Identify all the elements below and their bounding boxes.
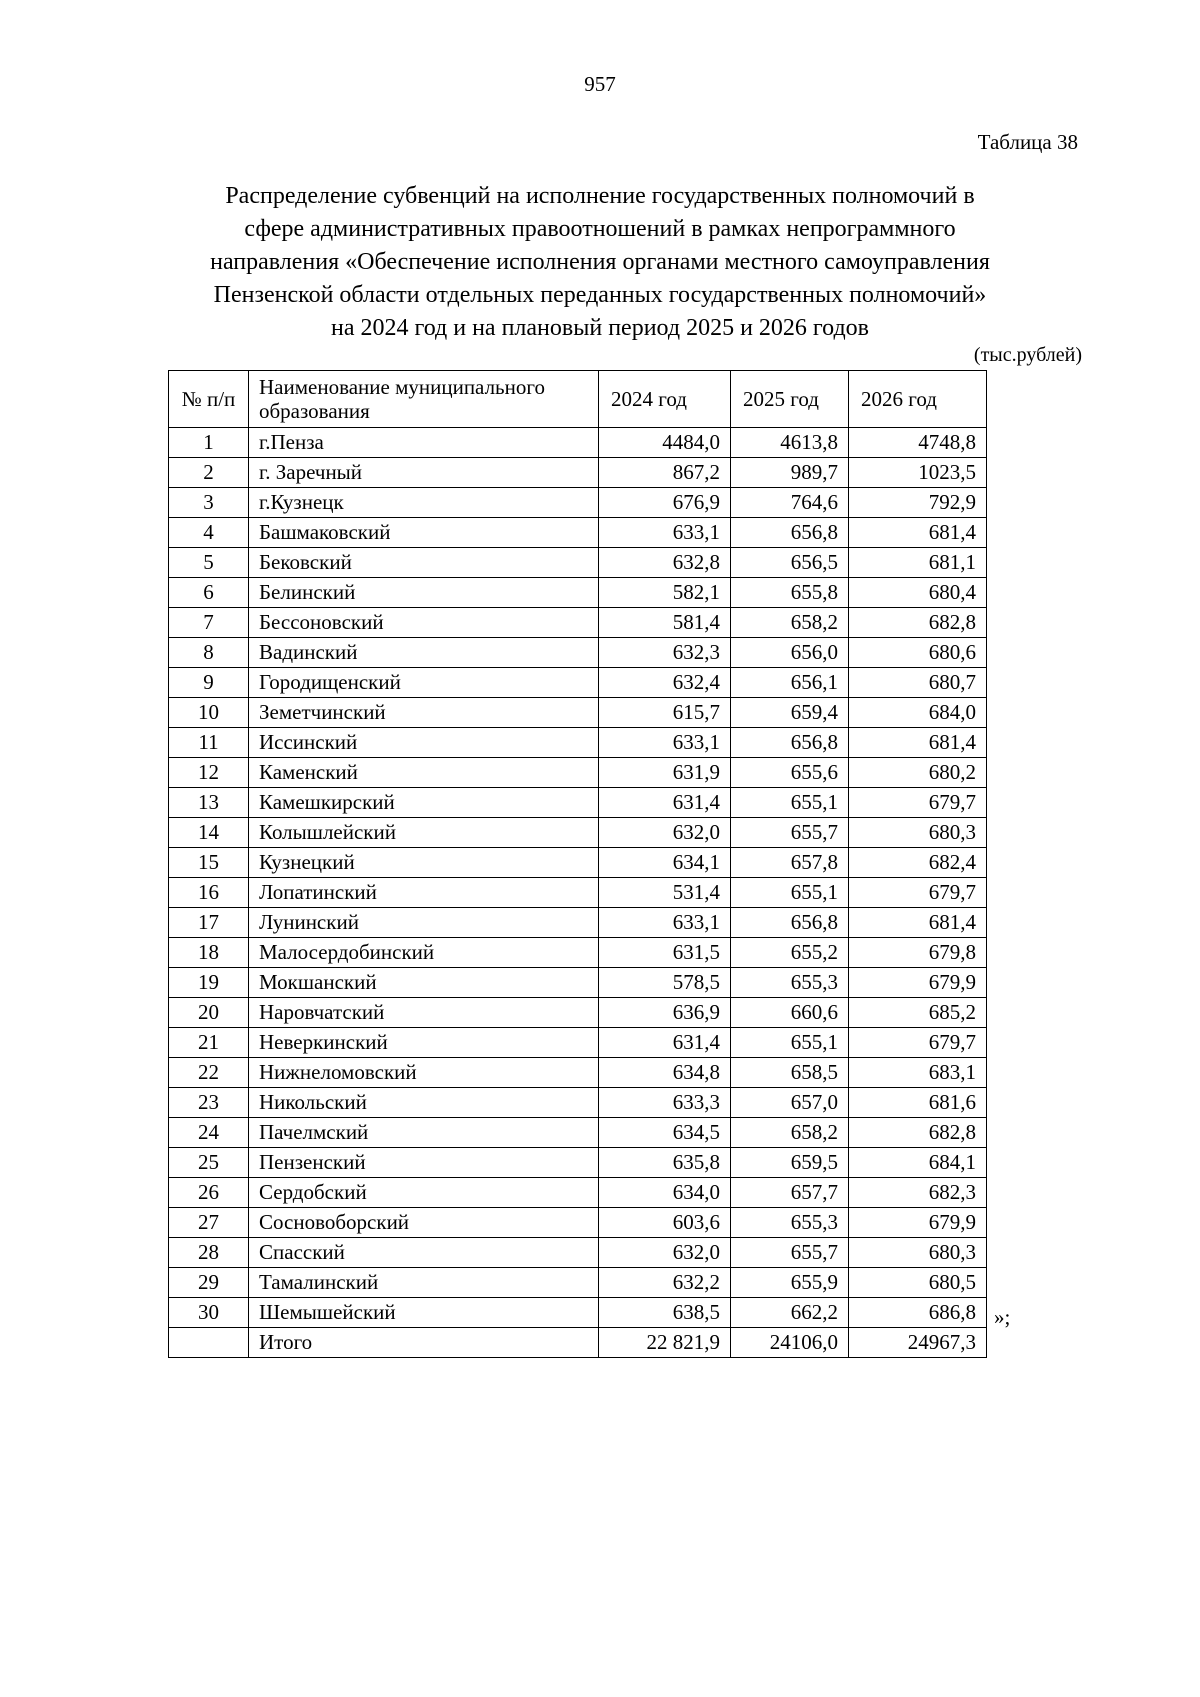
table-row [169, 518, 987, 548]
value-2024: 581,4 [599, 608, 731, 638]
row-number: 2 [169, 458, 249, 488]
municipality-name: Каменский [249, 758, 599, 788]
closing-mark: »; [994, 1305, 1011, 1329]
row-number: 1 [169, 428, 249, 458]
value-2026: 680,7 [849, 668, 987, 698]
value-2024: 632,3 [599, 638, 731, 668]
table-row [169, 938, 987, 968]
value-2024: 531,4 [599, 878, 731, 908]
table-row [169, 878, 987, 908]
table-row [169, 638, 987, 668]
column-header-2025: 2025 год [731, 371, 849, 428]
value-2024: 638,5 [599, 1298, 731, 1328]
table-label: Таблица 38 [977, 130, 1078, 154]
table-row [169, 968, 987, 998]
row-number: 27 [169, 1208, 249, 1238]
value-2026: 684,1 [849, 1148, 987, 1178]
value-2024: 615,7 [599, 698, 731, 728]
municipality-name: Лунинский [249, 908, 599, 938]
row-number: 21 [169, 1028, 249, 1058]
row-number: 20 [169, 998, 249, 1028]
value-2026: 682,4 [849, 848, 987, 878]
municipality-name: Колышлейский [249, 818, 599, 848]
value-2026: 679,9 [849, 968, 987, 998]
column-header-number: № п/п [169, 371, 249, 428]
value-2024: 631,9 [599, 758, 731, 788]
title-line: сфере административных правоотношений в рамках непрограммного [244, 216, 956, 242]
row-number: 23 [169, 1088, 249, 1118]
total-2026: 24967,3 [849, 1328, 987, 1358]
municipality-name: Пачелмский [249, 1118, 599, 1148]
municipality-name: Лопатинский [249, 878, 599, 908]
table-row [169, 1178, 987, 1208]
value-2026: 686,8 [849, 1298, 987, 1328]
title-line: Пензенской области отдельных переданных государственных полномочий» [213, 282, 987, 308]
value-2026: 4748,8 [849, 428, 987, 458]
row-number: 19 [169, 968, 249, 998]
table-row [169, 548, 987, 578]
value-2025: 659,4 [731, 698, 849, 728]
value-2026: 683,1 [849, 1058, 987, 1088]
value-2024: 632,8 [599, 548, 731, 578]
value-2026: 680,4 [849, 578, 987, 608]
value-2025: 655,8 [731, 578, 849, 608]
municipality-name: Сердобский [249, 1178, 599, 1208]
value-2026: 681,4 [849, 908, 987, 938]
total-2025: 24106,0 [731, 1328, 849, 1358]
total-2024: 22 821,9 [599, 1328, 731, 1358]
row-number: 15 [169, 848, 249, 878]
row-number: 24 [169, 1118, 249, 1148]
table-row [169, 728, 987, 758]
row-number: 11 [169, 728, 249, 758]
row-number: 5 [169, 548, 249, 578]
value-2025: 658,5 [731, 1058, 849, 1088]
municipality-name: Никольский [249, 1088, 599, 1118]
row-number: 16 [169, 878, 249, 908]
value-2024: 632,4 [599, 668, 731, 698]
subventions-table [168, 370, 987, 1358]
value-2024: 636,9 [599, 998, 731, 1028]
value-2026: 681,6 [849, 1088, 987, 1118]
value-2025: 657,0 [731, 1088, 849, 1118]
value-2025: 655,1 [731, 878, 849, 908]
municipality-name: Пензенский [249, 1148, 599, 1178]
value-2025: 655,7 [731, 1238, 849, 1268]
row-number: 29 [169, 1268, 249, 1298]
municipality-name: Мокшанский [249, 968, 599, 998]
value-2025: 660,6 [731, 998, 849, 1028]
total-number [169, 1328, 249, 1358]
value-2026: 679,9 [849, 1208, 987, 1238]
value-2025: 662,2 [731, 1298, 849, 1328]
value-2024: 867,2 [599, 458, 731, 488]
total-label: Итого [249, 1328, 599, 1358]
value-2025: 657,7 [731, 1178, 849, 1208]
municipality-name: Наровчатский [249, 998, 599, 1028]
municipality-name: г.Пенза [249, 428, 599, 458]
value-2025: 655,6 [731, 758, 849, 788]
table-row [169, 1028, 987, 1058]
value-2025: 656,8 [731, 908, 849, 938]
row-number: 4 [169, 518, 249, 548]
column-header-2024: 2024 год [599, 371, 731, 428]
row-number: 3 [169, 488, 249, 518]
value-2024: 603,6 [599, 1208, 731, 1238]
table-row [169, 1058, 987, 1088]
table-row [169, 578, 987, 608]
table-row [169, 608, 987, 638]
value-2024: 4484,0 [599, 428, 731, 458]
table-row [169, 1118, 987, 1148]
table-row [169, 1298, 987, 1328]
value-2024: 582,1 [599, 578, 731, 608]
table-row [169, 1088, 987, 1118]
value-2025: 655,1 [731, 788, 849, 818]
row-number: 28 [169, 1238, 249, 1268]
table-row [169, 758, 987, 788]
value-2025: 655,1 [731, 1028, 849, 1058]
value-2026: 685,2 [849, 998, 987, 1028]
table-row [169, 668, 987, 698]
row-number: 25 [169, 1148, 249, 1178]
value-2024: 633,1 [599, 518, 731, 548]
row-number: 10 [169, 698, 249, 728]
page-number: 957 [584, 72, 616, 96]
value-2026: 681,4 [849, 728, 987, 758]
value-2025: 659,5 [731, 1148, 849, 1178]
value-2026: 1023,5 [849, 458, 987, 488]
table-row [169, 908, 987, 938]
municipality-name: Бековский [249, 548, 599, 578]
value-2025: 989,7 [731, 458, 849, 488]
row-number: 17 [169, 908, 249, 938]
row-number: 7 [169, 608, 249, 638]
municipality-name: г. Заречный [249, 458, 599, 488]
value-2025: 655,7 [731, 818, 849, 848]
value-2025: 656,8 [731, 728, 849, 758]
row-number: 30 [169, 1298, 249, 1328]
value-2025: 764,6 [731, 488, 849, 518]
value-2024: 634,5 [599, 1118, 731, 1148]
value-2026: 680,6 [849, 638, 987, 668]
value-2025: 658,2 [731, 1118, 849, 1148]
value-2026: 792,9 [849, 488, 987, 518]
value-2024: 632,2 [599, 1268, 731, 1298]
table-row [169, 698, 987, 728]
row-number: 8 [169, 638, 249, 668]
value-2025: 655,3 [731, 1208, 849, 1238]
row-number: 14 [169, 818, 249, 848]
value-2026: 679,8 [849, 938, 987, 968]
row-number: 13 [169, 788, 249, 818]
value-2026: 679,7 [849, 788, 987, 818]
value-2025: 656,8 [731, 518, 849, 548]
value-2024: 633,1 [599, 728, 731, 758]
value-2024: 631,4 [599, 1028, 731, 1058]
table-row [169, 1208, 987, 1238]
value-2024: 634,1 [599, 848, 731, 878]
table-body [169, 428, 987, 1328]
table-row [169, 788, 987, 818]
value-2024: 635,8 [599, 1148, 731, 1178]
value-2025: 4613,8 [731, 428, 849, 458]
units-label: (тыс.рублей) [973, 344, 1082, 366]
value-2024: 633,3 [599, 1088, 731, 1118]
value-2025: 656,0 [731, 638, 849, 668]
table-row [169, 998, 987, 1028]
municipality-name: Малосердобинский [249, 938, 599, 968]
title-line: на 2024 год и на плановый период 2025 и 2026 годов [330, 315, 870, 341]
municipality-name: Неверкинский [249, 1028, 599, 1058]
value-2024: 632,0 [599, 1238, 731, 1268]
title-line: Распределение субвенций на исполнение государственных полномочий в [225, 183, 975, 209]
column-header-name: Наименование муниципального образования [249, 371, 599, 428]
table-row [169, 428, 987, 458]
table-row [169, 1148, 987, 1178]
municipality-name: Кузнецкий [249, 848, 599, 878]
value-2026: 681,4 [849, 518, 987, 548]
municipality-name: Белинский [249, 578, 599, 608]
value-2026: 682,3 [849, 1178, 987, 1208]
municipality-name: Бессоновский [249, 608, 599, 638]
value-2024: 634,0 [599, 1178, 731, 1208]
value-2024: 633,1 [599, 908, 731, 938]
value-2025: 656,5 [731, 548, 849, 578]
value-2026: 680,5 [849, 1268, 987, 1298]
value-2026: 682,8 [849, 608, 987, 638]
value-2026: 684,0 [849, 698, 987, 728]
total-row [169, 1328, 987, 1358]
municipality-name: Вадинский [249, 638, 599, 668]
municipality-name: Шемышейский [249, 1298, 599, 1328]
value-2024: 578,5 [599, 968, 731, 998]
table-row [169, 458, 987, 488]
value-2024: 631,5 [599, 938, 731, 968]
value-2024: 632,0 [599, 818, 731, 848]
table-row [169, 488, 987, 518]
municipality-name: Нижнеломовский [249, 1058, 599, 1088]
municipality-name: Городищенский [249, 668, 599, 698]
municipality-name: Спасский [249, 1238, 599, 1268]
value-2026: 681,1 [849, 548, 987, 578]
table-row [169, 1238, 987, 1268]
municipality-name: Иссинский [249, 728, 599, 758]
value-2024: 676,9 [599, 488, 731, 518]
column-header-2026: 2026 год [849, 371, 987, 428]
row-number: 6 [169, 578, 249, 608]
table-row [169, 818, 987, 848]
value-2026: 680,3 [849, 1238, 987, 1268]
value-2025: 655,2 [731, 938, 849, 968]
title-line: направления «Обеспечение исполнения органами местного самоуправления [210, 249, 990, 275]
municipality-name: г.Кузнецк [249, 488, 599, 518]
value-2025: 657,8 [731, 848, 849, 878]
table-header-row [169, 371, 987, 428]
municipality-name: Тамалинский [249, 1268, 599, 1298]
row-number: 22 [169, 1058, 249, 1088]
value-2024: 631,4 [599, 788, 731, 818]
value-2026: 682,8 [849, 1118, 987, 1148]
row-number: 12 [169, 758, 249, 788]
municipality-name: Земетчинский [249, 698, 599, 728]
row-number: 26 [169, 1178, 249, 1208]
municipality-name: Сосновоборский [249, 1208, 599, 1238]
value-2024: 634,8 [599, 1058, 731, 1088]
value-2026: 680,3 [849, 818, 987, 848]
municipality-name: Башмаковский [249, 518, 599, 548]
value-2025: 658,2 [731, 608, 849, 638]
municipality-name: Камешкирский [249, 788, 599, 818]
document-title [130, 180, 1070, 345]
table-row [169, 848, 987, 878]
table-row [169, 1268, 987, 1298]
value-2025: 655,9 [731, 1268, 849, 1298]
value-2026: 679,7 [849, 878, 987, 908]
row-number: 18 [169, 938, 249, 968]
row-number: 9 [169, 668, 249, 698]
value-2025: 655,3 [731, 968, 849, 998]
value-2026: 680,2 [849, 758, 987, 788]
value-2025: 656,1 [731, 668, 849, 698]
value-2026: 679,7 [849, 1028, 987, 1058]
